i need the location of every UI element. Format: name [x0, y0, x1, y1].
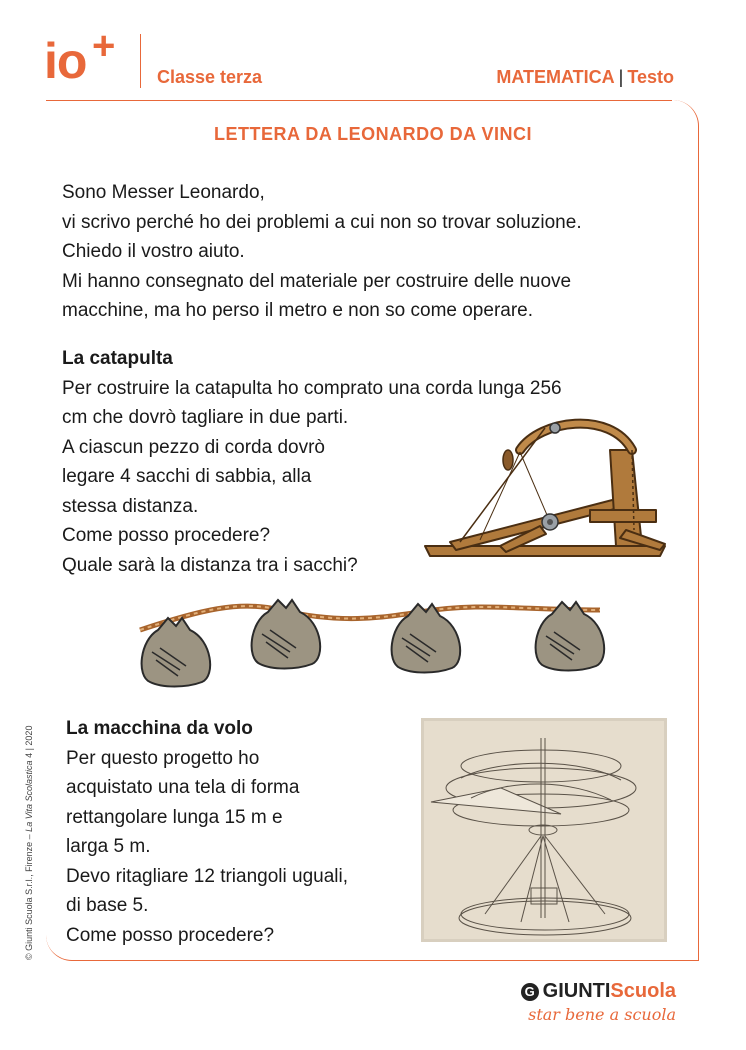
macchina-volo-line: larga 5 m.: [66, 836, 151, 857]
catapulta-line: Come posso procedere?: [62, 525, 271, 546]
macchina-volo-line: acquistato una tela di forma: [66, 777, 300, 798]
macchina-volo-line: Per questo progetto ho: [66, 747, 260, 769]
brand-accent: Scuola: [610, 980, 676, 1002]
credit-title: La Vita Scolastica: [24, 760, 34, 832]
rope-with-sacks-illustration: [120, 590, 620, 700]
catapulta-line: A ciascun pezzo di corda dovrò: [62, 436, 325, 458]
catapult-illustration: [420, 410, 670, 560]
header-divider: [140, 34, 141, 88]
brand-tagline: star bene a scuola: [528, 1005, 676, 1024]
subject-separator: |: [618, 67, 624, 87]
copyright-credit: [24, 726, 34, 960]
intro-paragraph: [62, 178, 682, 326]
logo-text: io: [44, 33, 87, 89]
intro-line: Mi hanno consegnato del materiale per costruire delle nuove: [62, 270, 572, 292]
brand-main: GIUNTI: [542, 980, 611, 1002]
macchina-volo-line: rettangolare lunga 15 m e: [66, 806, 283, 828]
catapulta-line: cm che dovrò tagliare in due parti.: [62, 407, 349, 428]
catapulta-line: stessa distanza.: [62, 495, 199, 517]
macchina-volo-heading: La macchina da volo: [66, 718, 253, 739]
giunti-scuola-brand: [521, 980, 676, 1024]
catapulta-heading: La catapulta: [62, 348, 173, 369]
document-type: Testo: [627, 67, 674, 87]
class-label: Classe terza: [157, 67, 263, 87]
credit-prefix: © Giunti Scuola S.r.l., Firenze –: [24, 831, 34, 960]
intro-line: vi scrivo perché ho dei problemi a cui non so trovar soluzione.: [62, 211, 582, 233]
intro-line: Chiedo il vostro aiuto.: [62, 241, 245, 262]
intro-line: macchine, ma ho perso il metro e non so come operare.: [62, 300, 534, 321]
catapulta-line: legare 4 sacchi di sabbia, alla: [62, 466, 312, 487]
macchina-volo-line: di base 5.: [66, 895, 149, 916]
intro-line: Sono Messer Leonardo,: [62, 182, 265, 203]
macchina-volo-section: [66, 714, 406, 950]
macchina-volo-line: Come posso procedere?: [66, 924, 275, 946]
flying-machine-sketch: [421, 718, 667, 942]
credit-suffix: 4 | 2020: [24, 725, 34, 761]
giunti-g-icon: G: [521, 983, 539, 1001]
io-plus-logo: [44, 24, 126, 89]
catapulta-line: Per costruire la catapulta ho comprato una corda lunga 256: [62, 377, 562, 399]
brand-name: [521, 980, 676, 1003]
logo-plus: +: [92, 24, 116, 68]
document-title: LETTERA DA LEONARDO DA VINCI: [214, 124, 532, 144]
macchina-volo-line: Devo ritagliare 12 triangoli uguali,: [66, 865, 348, 887]
sack-icon: [252, 600, 321, 669]
subject-label: [496, 67, 674, 88]
catapulta-line: Quale sarà la distanza tra i sacchi?: [62, 554, 358, 576]
subject-name: MATEMATICA: [496, 67, 615, 87]
